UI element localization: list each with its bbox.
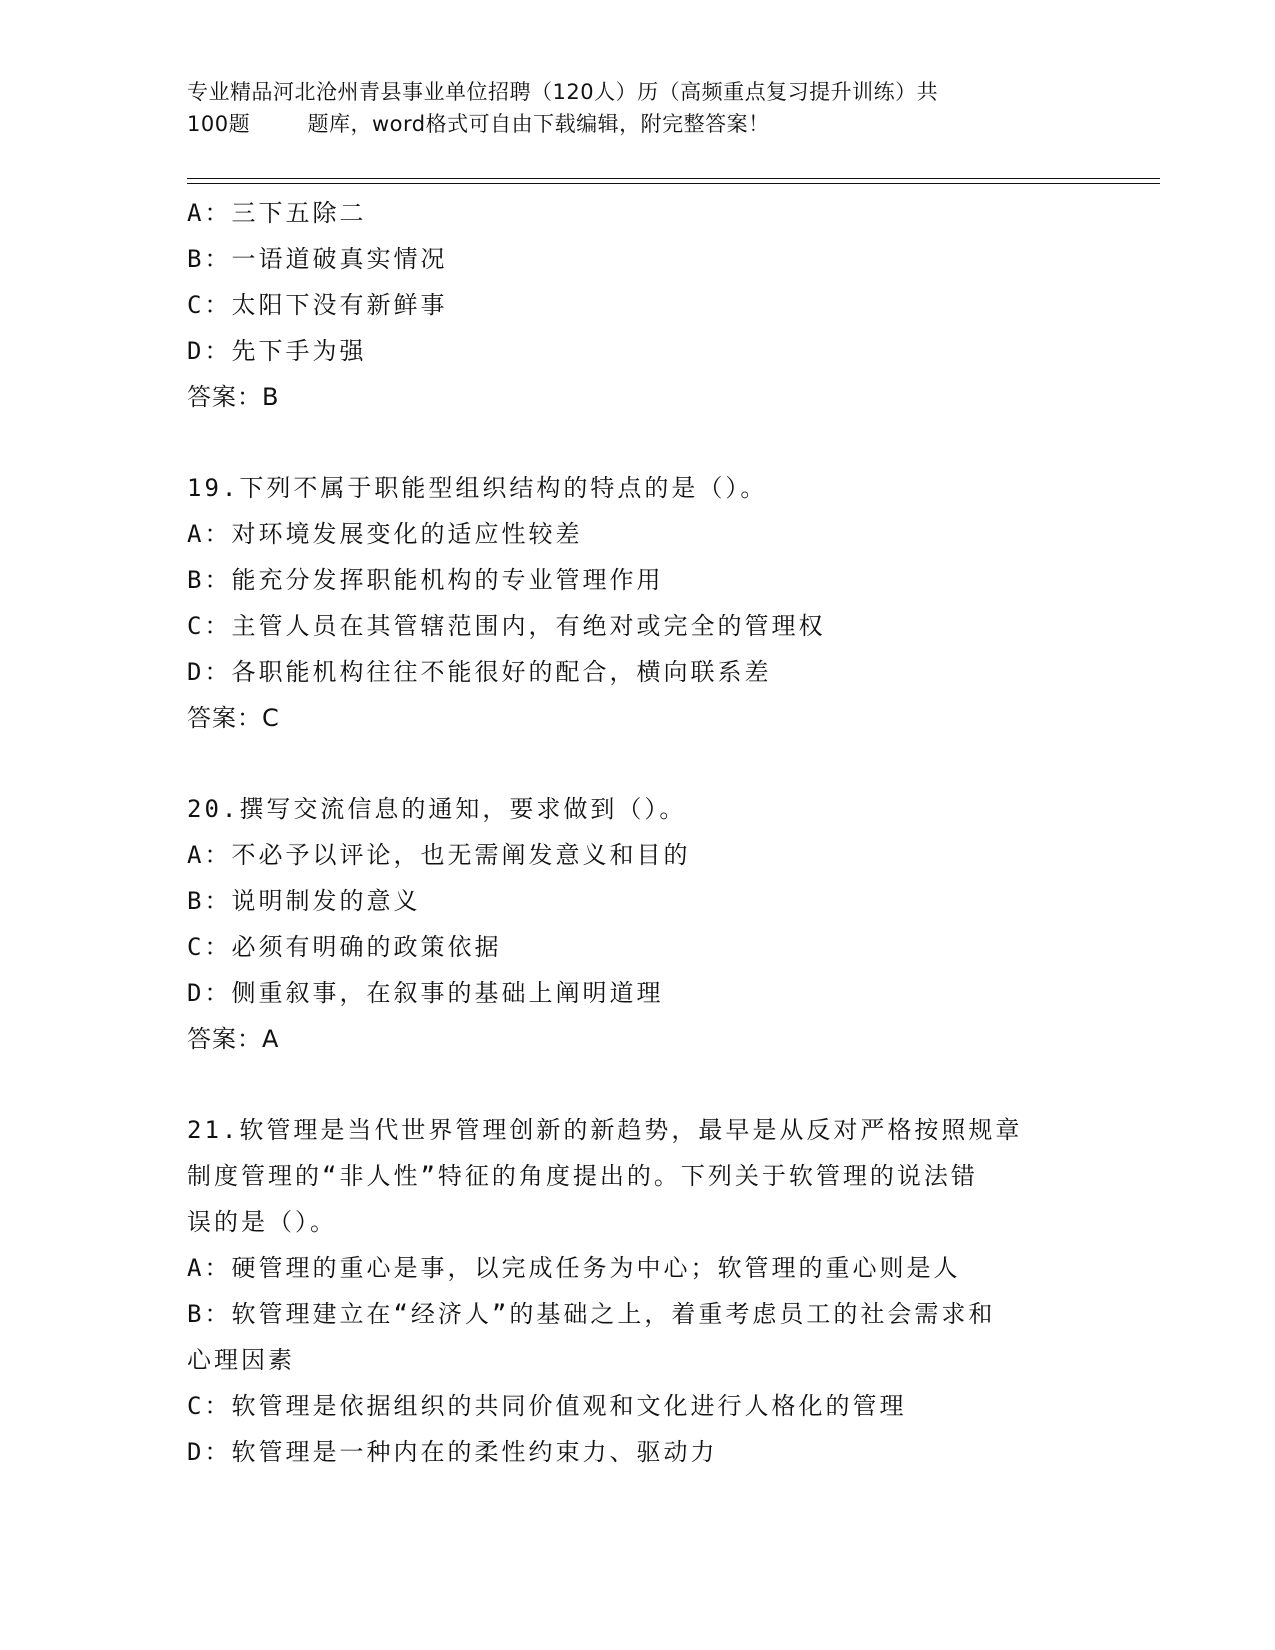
option-c: C：主管人员在其管辖范围内，有绝对或完全的管理权 xyxy=(187,612,826,640)
header-title-line1: 专业精品河北沧州青县事业单位招聘（120人）历（高频重点复习提升训练）共 xyxy=(187,80,939,104)
page-header xyxy=(187,76,1167,140)
question-21 xyxy=(187,1107,1087,1475)
option-d: D：侧重叙事，在叙事的基础上阐明道理 xyxy=(187,979,664,1007)
question-20 xyxy=(187,786,1087,1062)
option-b: B：能充分发挥职能机构的专业管理作用 xyxy=(187,566,664,594)
question-stem-line-2: 制度管理的“非人性”特征的角度提出的。下列关于软管理的说法错 xyxy=(187,1162,978,1190)
header-divider-top xyxy=(187,178,1160,179)
answer: 答案：B xyxy=(187,383,280,411)
option-a: A：三下五除二 xyxy=(187,199,367,227)
option-c: C：太阳下没有新鲜事 xyxy=(187,291,448,319)
answer: 答案：C xyxy=(187,704,280,732)
option-d: D：软管理是一种内在的柔性约束力、驱动力 xyxy=(187,1438,718,1466)
question-stem: 19.下列不属于职能型组织结构的特点的是（）。 xyxy=(187,474,768,502)
option-a: A：不必予以评论，也无需阐发意义和目的 xyxy=(187,841,691,869)
option-b: B：一语道破真实情况 xyxy=(187,245,448,273)
option-d: D：各职能机构往往不能很好的配合，横向联系差 xyxy=(187,658,772,686)
question-stem-line-3: 误的是（）。 xyxy=(187,1208,337,1236)
option-b: B：说明制发的意义 xyxy=(187,887,421,915)
question-19 xyxy=(187,465,1087,741)
option-a: A：对环境发展变化的适应性较差 xyxy=(187,520,583,548)
option-c: C：软管理是依据组织的共同价值观和文化进行人格化的管理 xyxy=(187,1392,907,1420)
question-stem-line-1: 21.软管理是当代世界管理创新的新趋势，最早是从反对严格按照规章 xyxy=(187,1116,1023,1144)
question-list xyxy=(187,190,1087,1475)
header-title-line2: 100题 题库，word格式可自由下载编辑，附完整答案！ xyxy=(187,112,770,136)
option-a: A：硬管理的重心是事，以完成任务为中心；软管理的重心则是人 xyxy=(187,1254,961,1282)
option-b: B：软管理建立在“经济人”的基础之上，着重考虑员工的社会需求和 xyxy=(187,1300,996,1328)
answer: 答案：A xyxy=(187,1025,280,1053)
question-18-tail xyxy=(187,190,1087,420)
header-divider-bottom xyxy=(187,183,1160,184)
option-d: D：先下手为强 xyxy=(187,337,367,365)
option-c: C：必须有明确的政策依据 xyxy=(187,933,502,961)
question-stem: 20.撰写交流信息的通知，要求做到（）。 xyxy=(187,795,687,823)
option-b-continued: 心理因素 xyxy=(187,1346,295,1374)
